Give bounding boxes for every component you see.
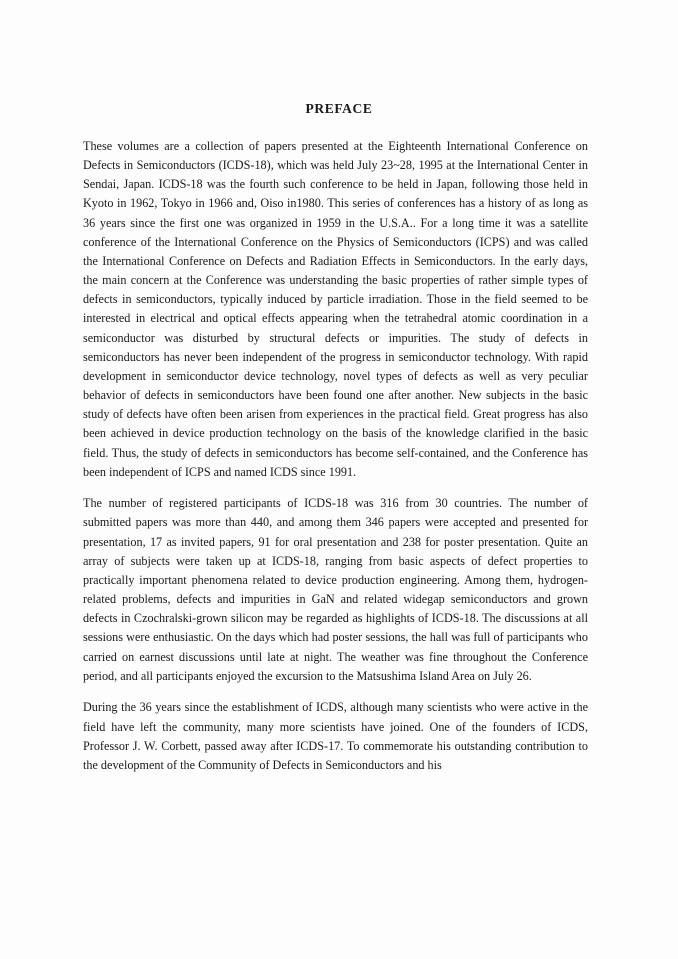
paragraph-history: These volumes are a collection of papers presented at the Eighteenth International Conference on Defects in Semiconductors (ICDS-18), which was held July 23~28, 1995 at the International Center in Sendai, Japan. ICDS-18 was the fourth such conference to be held in Japan, following those held in Kyoto in 1962, Tokyo in 1966 and, Oiso in1980. This series of conferences has a history of as long as 36 years since the first one was organized in 1959 in the U.S.A.. For a long time it was a satellite conference of the International Conference on the Physics of Semiconductors (ICPS) and was called the International Conference on Defects and Radiation Effects in Semiconductors. In the early days, the main concern at the Conference was understanding the basic properties of rather simple types of defects in semiconductors, typically induced by particle irradiation. Those in the field seemed to be interested in electrical and optical effects appearing when the tetrahedral atomic coordination in a semiconductor was disturbed by structural defects or impurities. The study of defects in semiconductors has never been independent of the progress in semiconductor technology. With rapid development in semiconductor device technology, novel types of defects as well as very peculiar behavior of defects in semiconductors have been found one after another. New subjects in the basic study of defects have often been arisen from experiences in the practical field. Great progress has also been achieved in device production technology on the basis of the knowledge clarified in the basic field. Thus, the study of defects in semiconductors has become self-contained, and the Conference has been independent of ICPS and named ICDS since 1991. bbox=[83, 139, 588, 479]
paragraph-participants: The number of registered participants of ICDS-18 was 316 from 30 countries. The number of submitted papers was more than 440, and among them 346 papers were accepted and presented for presentation, 17 as invited papers, 91 for oral presentation and 238 for poster presentation. Quite an array of subjects were taken up at ICDS-18, ranging from basic aspects of defect properties to practically important phenomena related to device production engineering. Among them, hydrogen-related problems, defects and impurities in GaN and related widegap semiconductors and grown defects in Czochralski-grown silicon may be regarded as highlights of ICDS-18. The discussions at all sessions were enthusiastic. On the days which had poster sessions, the hall was full of participants who carried on earnest discussions until late at night. The weather was fine throughout the Conference period, and all participants enjoyed the excursion to the Matsushima Island Area on July 26. bbox=[83, 496, 588, 683]
page-title: PREFACE bbox=[305, 101, 373, 116]
paragraph-founders: During the 36 years since the establishment of ICDS, although many scientists who were active in the field have left the community, many more scientists have joined. One of the founders of ICDS, Professor J. W. Corbett, passed away after ICDS-17. To commemorate his outstanding contribution to the development of the Community of Defects in Semiconductors and his bbox=[83, 700, 588, 772]
preface-body bbox=[83, 137, 588, 788]
